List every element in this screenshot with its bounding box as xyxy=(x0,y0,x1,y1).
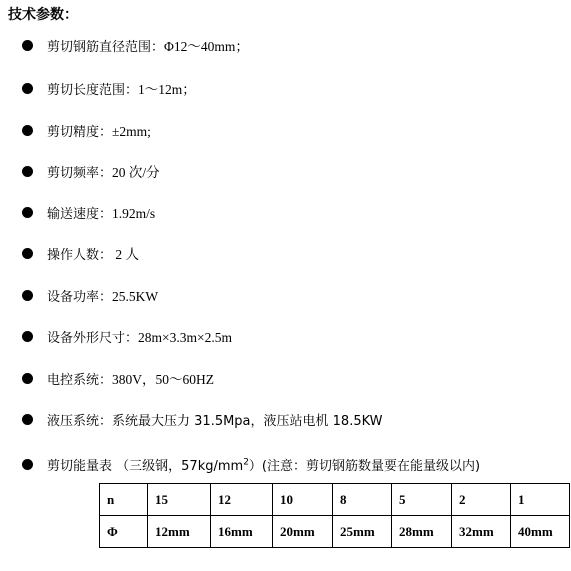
spec-label: 设备功率： xyxy=(47,289,113,305)
bullet-icon xyxy=(22,248,33,259)
table-cell: 20mm xyxy=(273,516,333,548)
bullet-icon xyxy=(22,166,33,177)
capacity-label: 剪切能量表 xyxy=(47,458,113,474)
table-cell: 28mm xyxy=(392,516,452,548)
spec-value: 1.92m/s xyxy=(112,205,156,221)
table-cell: 2 xyxy=(452,484,511,516)
spec-value: Φ12～40mm； xyxy=(164,39,249,54)
spec-label: 操作人数： xyxy=(47,248,113,263)
spec-value: 系统最大压力 31.5Mpa，液压站电机 18.5KW xyxy=(112,413,383,429)
capacity-grade-superscript: 2 xyxy=(243,457,249,468)
spec-item-hydraulic-system xyxy=(22,409,383,429)
spec-label: 设备外形尺寸： xyxy=(47,330,139,346)
spec-label: 剪切长度范围： xyxy=(47,83,139,98)
bullet-icon xyxy=(22,207,33,218)
spec-label: 剪切精度： xyxy=(47,124,113,140)
table-cell: 5 xyxy=(392,484,452,516)
spec-label: 剪切频率： xyxy=(47,166,113,181)
table-cell: 1 xyxy=(511,484,570,516)
table-cell: 15 xyxy=(148,484,211,516)
table-cell: 8 xyxy=(333,484,392,516)
capacity-table xyxy=(99,483,570,548)
section-title: 技术参数： xyxy=(8,7,78,23)
table-cell: 10 xyxy=(273,484,333,516)
table-cell: Φ xyxy=(100,516,148,548)
spec-item-shear-length xyxy=(22,78,196,98)
table-row-diameter xyxy=(100,516,570,548)
table-cell: 25mm xyxy=(333,516,392,548)
spec-value: 1～12m； xyxy=(138,82,196,97)
spec-value: 2 人 xyxy=(112,247,140,262)
table-cell: 32mm xyxy=(452,516,511,548)
capacity-grade: （三级钢，57kg/mm xyxy=(116,458,244,474)
bullet-icon xyxy=(22,125,33,136)
spec-item-shear-diameter xyxy=(22,35,249,55)
spec-value: 25.5KW xyxy=(112,288,159,304)
spec-value: ±2mm; xyxy=(112,123,151,139)
spec-value: 28m×3.3m×2.5m xyxy=(138,329,232,345)
spec-item-conveying-speed xyxy=(22,202,155,222)
bullet-icon xyxy=(22,459,33,470)
spec-label: 输送速度： xyxy=(47,206,113,222)
spec-value: 20 次/分 xyxy=(112,165,160,180)
table-cell: 40mm xyxy=(511,516,570,548)
spec-label: 剪切钢筋直径范围： xyxy=(47,40,165,55)
spec-value: 380V，50～60HZ xyxy=(112,372,215,387)
bullet-icon xyxy=(22,331,33,342)
bullet-icon xyxy=(22,414,33,425)
table-row-count xyxy=(100,484,570,516)
spec-item-shear-precision xyxy=(22,120,151,140)
spec-item-power xyxy=(22,285,158,305)
table-cell: 12 xyxy=(211,484,273,516)
spec-item-shear-frequency xyxy=(22,161,160,181)
table-cell: 16mm xyxy=(211,516,273,548)
spec-item-electric-control xyxy=(22,368,214,388)
spec-label: 液压系统： xyxy=(47,413,113,429)
capacity-heading xyxy=(22,454,480,474)
bullet-icon xyxy=(22,40,33,51)
table-cell: 12mm xyxy=(148,516,211,548)
bullet-icon xyxy=(22,290,33,301)
bullet-icon xyxy=(22,373,33,384)
bullet-icon xyxy=(22,83,33,94)
spec-item-dimensions xyxy=(22,326,232,346)
table-cell: n xyxy=(100,484,148,516)
spec-item-operators xyxy=(22,243,139,263)
spec-label: 电控系统： xyxy=(47,373,113,388)
capacity-note: ）(注意：剪切钢筋数量要在能量级以内) xyxy=(248,458,481,474)
